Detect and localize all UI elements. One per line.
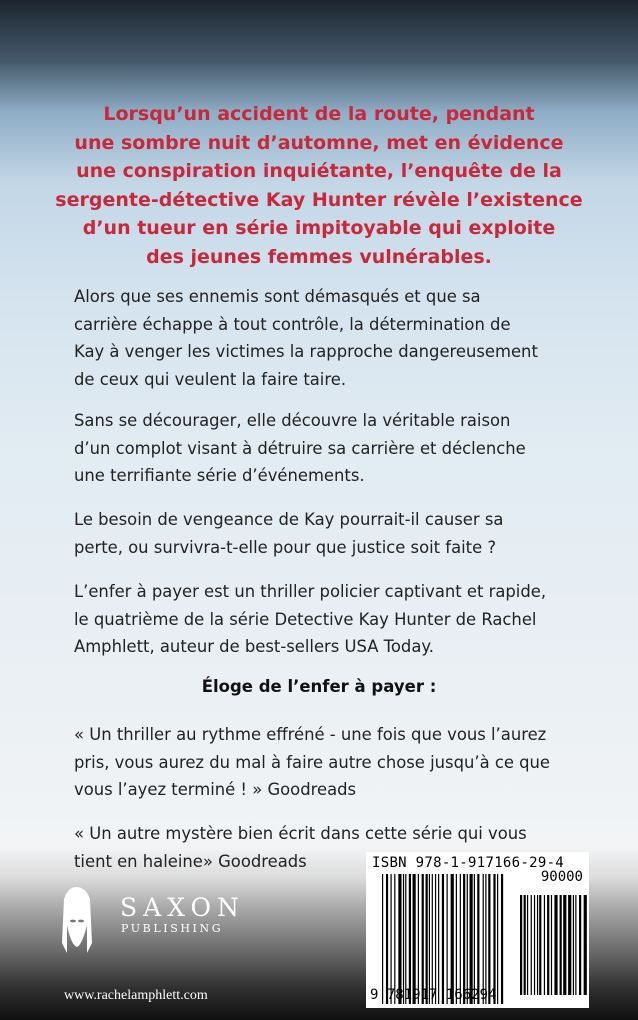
- barcode-bar: [477, 874, 479, 1004]
- text-line: Le besoin de vengeance de Kay pourrait-il causer sa: [74, 510, 504, 529]
- text-line: « Un autre mystère bien écrit dans cette série qui vous: [74, 824, 527, 843]
- barcode-bar: [442, 874, 444, 1004]
- barcode-bar: [539, 895, 541, 995]
- barcode-bar: [584, 895, 587, 995]
- barcode-bar: [524, 895, 526, 995]
- barcode-bar: [413, 874, 416, 1004]
- text-line: une terrifiante série d’événements.: [74, 466, 365, 485]
- barcode-bar: [531, 895, 532, 995]
- author-website: www.rachelamphlett.com: [64, 988, 208, 1003]
- barcode-bar: [534, 895, 535, 995]
- barcode-bar: [483, 874, 484, 1004]
- barcode-bar: [547, 895, 549, 995]
- description-paragraph: [74, 407, 594, 490]
- barcode-bar: [409, 874, 411, 1004]
- barcode-bar: [520, 895, 522, 995]
- isbn-label: ISBN 978-1-917166-29-4: [372, 855, 565, 871]
- description-paragraph: [74, 578, 594, 661]
- description-paragraph: [74, 506, 594, 561]
- text-line: Alors que ses ennemis sont démasqués et que sa: [74, 287, 481, 306]
- barcode-bar: [467, 874, 468, 1004]
- barcode-bar: [422, 874, 424, 1004]
- barcode-bar: [501, 874, 503, 1004]
- blurb-line: une conspiration inquiétante, l’enquête de la: [76, 160, 562, 182]
- barcode-bar: [563, 895, 566, 995]
- blurb-line: Lorsqu’un accident de la route, pendant: [103, 103, 535, 125]
- text-line: tient en haleine» Goodreads: [74, 851, 307, 871]
- text-line: carrière échappe à tout contrôle, la détermination de: [74, 314, 511, 334]
- blurb-line: des jeunes femmes vulnérables.: [146, 245, 492, 268]
- barcode-bar: [386, 874, 388, 1004]
- praise-heading: Éloge de l’enfer à payer :: [201, 677, 437, 696]
- text-line: Amphlett, auteur de best-sellers USA Today.: [74, 637, 434, 656]
- price-addon: 90000: [540, 869, 583, 885]
- barcode-bar: [560, 895, 562, 995]
- barcode-bar: [474, 874, 475, 1004]
- barcode-bar: [575, 895, 576, 995]
- barcode-bar: [527, 895, 528, 995]
- barcode-bar: [579, 895, 581, 995]
- text-line: pris, vous aurez du mal à faire autre chose jusqu’à ce que: [74, 752, 551, 772]
- blurb-line: sergente-détective Kay Hunter révèle l’existence: [55, 188, 583, 211]
- barcode-bar: [435, 874, 436, 1004]
- isbn-barcode: [366, 852, 589, 1008]
- barcode-bar: [544, 895, 545, 995]
- barcode-bar: [551, 895, 552, 995]
- barcode-bar: [382, 874, 383, 1004]
- barcode-bar: [456, 874, 457, 1004]
- publisher-subtitle: PUBLISHING: [121, 922, 224, 935]
- barcode-bar: [554, 895, 557, 995]
- ean-digits: 9 781917 166294: [370, 987, 497, 1003]
- barcode-bar: [460, 874, 461, 1004]
- barcode-bar: [485, 874, 486, 1004]
- barcode-bar: [573, 895, 574, 995]
- review-quote: [74, 721, 594, 804]
- barcode-bar: [398, 874, 401, 1004]
- text-line: L’enfer à payer est un thriller policier captivant et rapide,: [74, 582, 547, 601]
- barcode-bar: [470, 874, 473, 1004]
- text-line: le quatrième de la série Detective Kay Hunter de Rachel: [74, 609, 537, 629]
- blurb-text: [0, 100, 638, 271]
- barcode-bar: [497, 874, 498, 1004]
- barcode-bar: [568, 895, 571, 995]
- barcode-bar: [438, 874, 439, 1004]
- barcode-bar: [432, 874, 433, 1004]
- text-line: perte, ou survivra-t-elle pour que justice soit faite ?: [74, 537, 497, 557]
- barcode-bar: [418, 874, 419, 1004]
- barcode-bar: [488, 874, 490, 1004]
- text-line: de ceux qui veulent la faire taire.: [74, 369, 347, 389]
- blurb-line: d’un tueur en série impitoyable qui exploite: [82, 217, 556, 239]
- barcode-bar: [405, 874, 406, 1004]
- blurb-line: une sombre nuit d’automne, met en évidence: [74, 131, 564, 154]
- barcode-bar: [426, 874, 428, 1004]
- barcode-bar: [394, 874, 395, 1004]
- description-paragraph: [74, 283, 594, 393]
- barcode-bar: [403, 874, 404, 1004]
- text-line: vous l’ayez terminé ! » Goodreads: [74, 780, 357, 799]
- text-line: « Un thriller au rythme effréné - une fois que vous l’aurez: [74, 725, 547, 744]
- barcode-bar: [451, 874, 454, 1004]
- barcode-bar: [429, 874, 430, 1004]
- publisher-name: SAXON: [120, 893, 245, 922]
- text-line: Kay à venger les victimes la rapproche dangereusement: [74, 342, 538, 361]
- barcode-bar: [537, 895, 538, 995]
- barcode-bar: [463, 874, 465, 1004]
- barcode-bar: [390, 874, 391, 1004]
- barcode-bar: [493, 874, 495, 1004]
- text-line: Sans se décourager, elle découvre la véritable raison: [74, 411, 511, 430]
- barcode-bar: [447, 874, 448, 1004]
- text-line: d’un complot visant à détruire sa carrière et déclenche: [74, 438, 526, 458]
